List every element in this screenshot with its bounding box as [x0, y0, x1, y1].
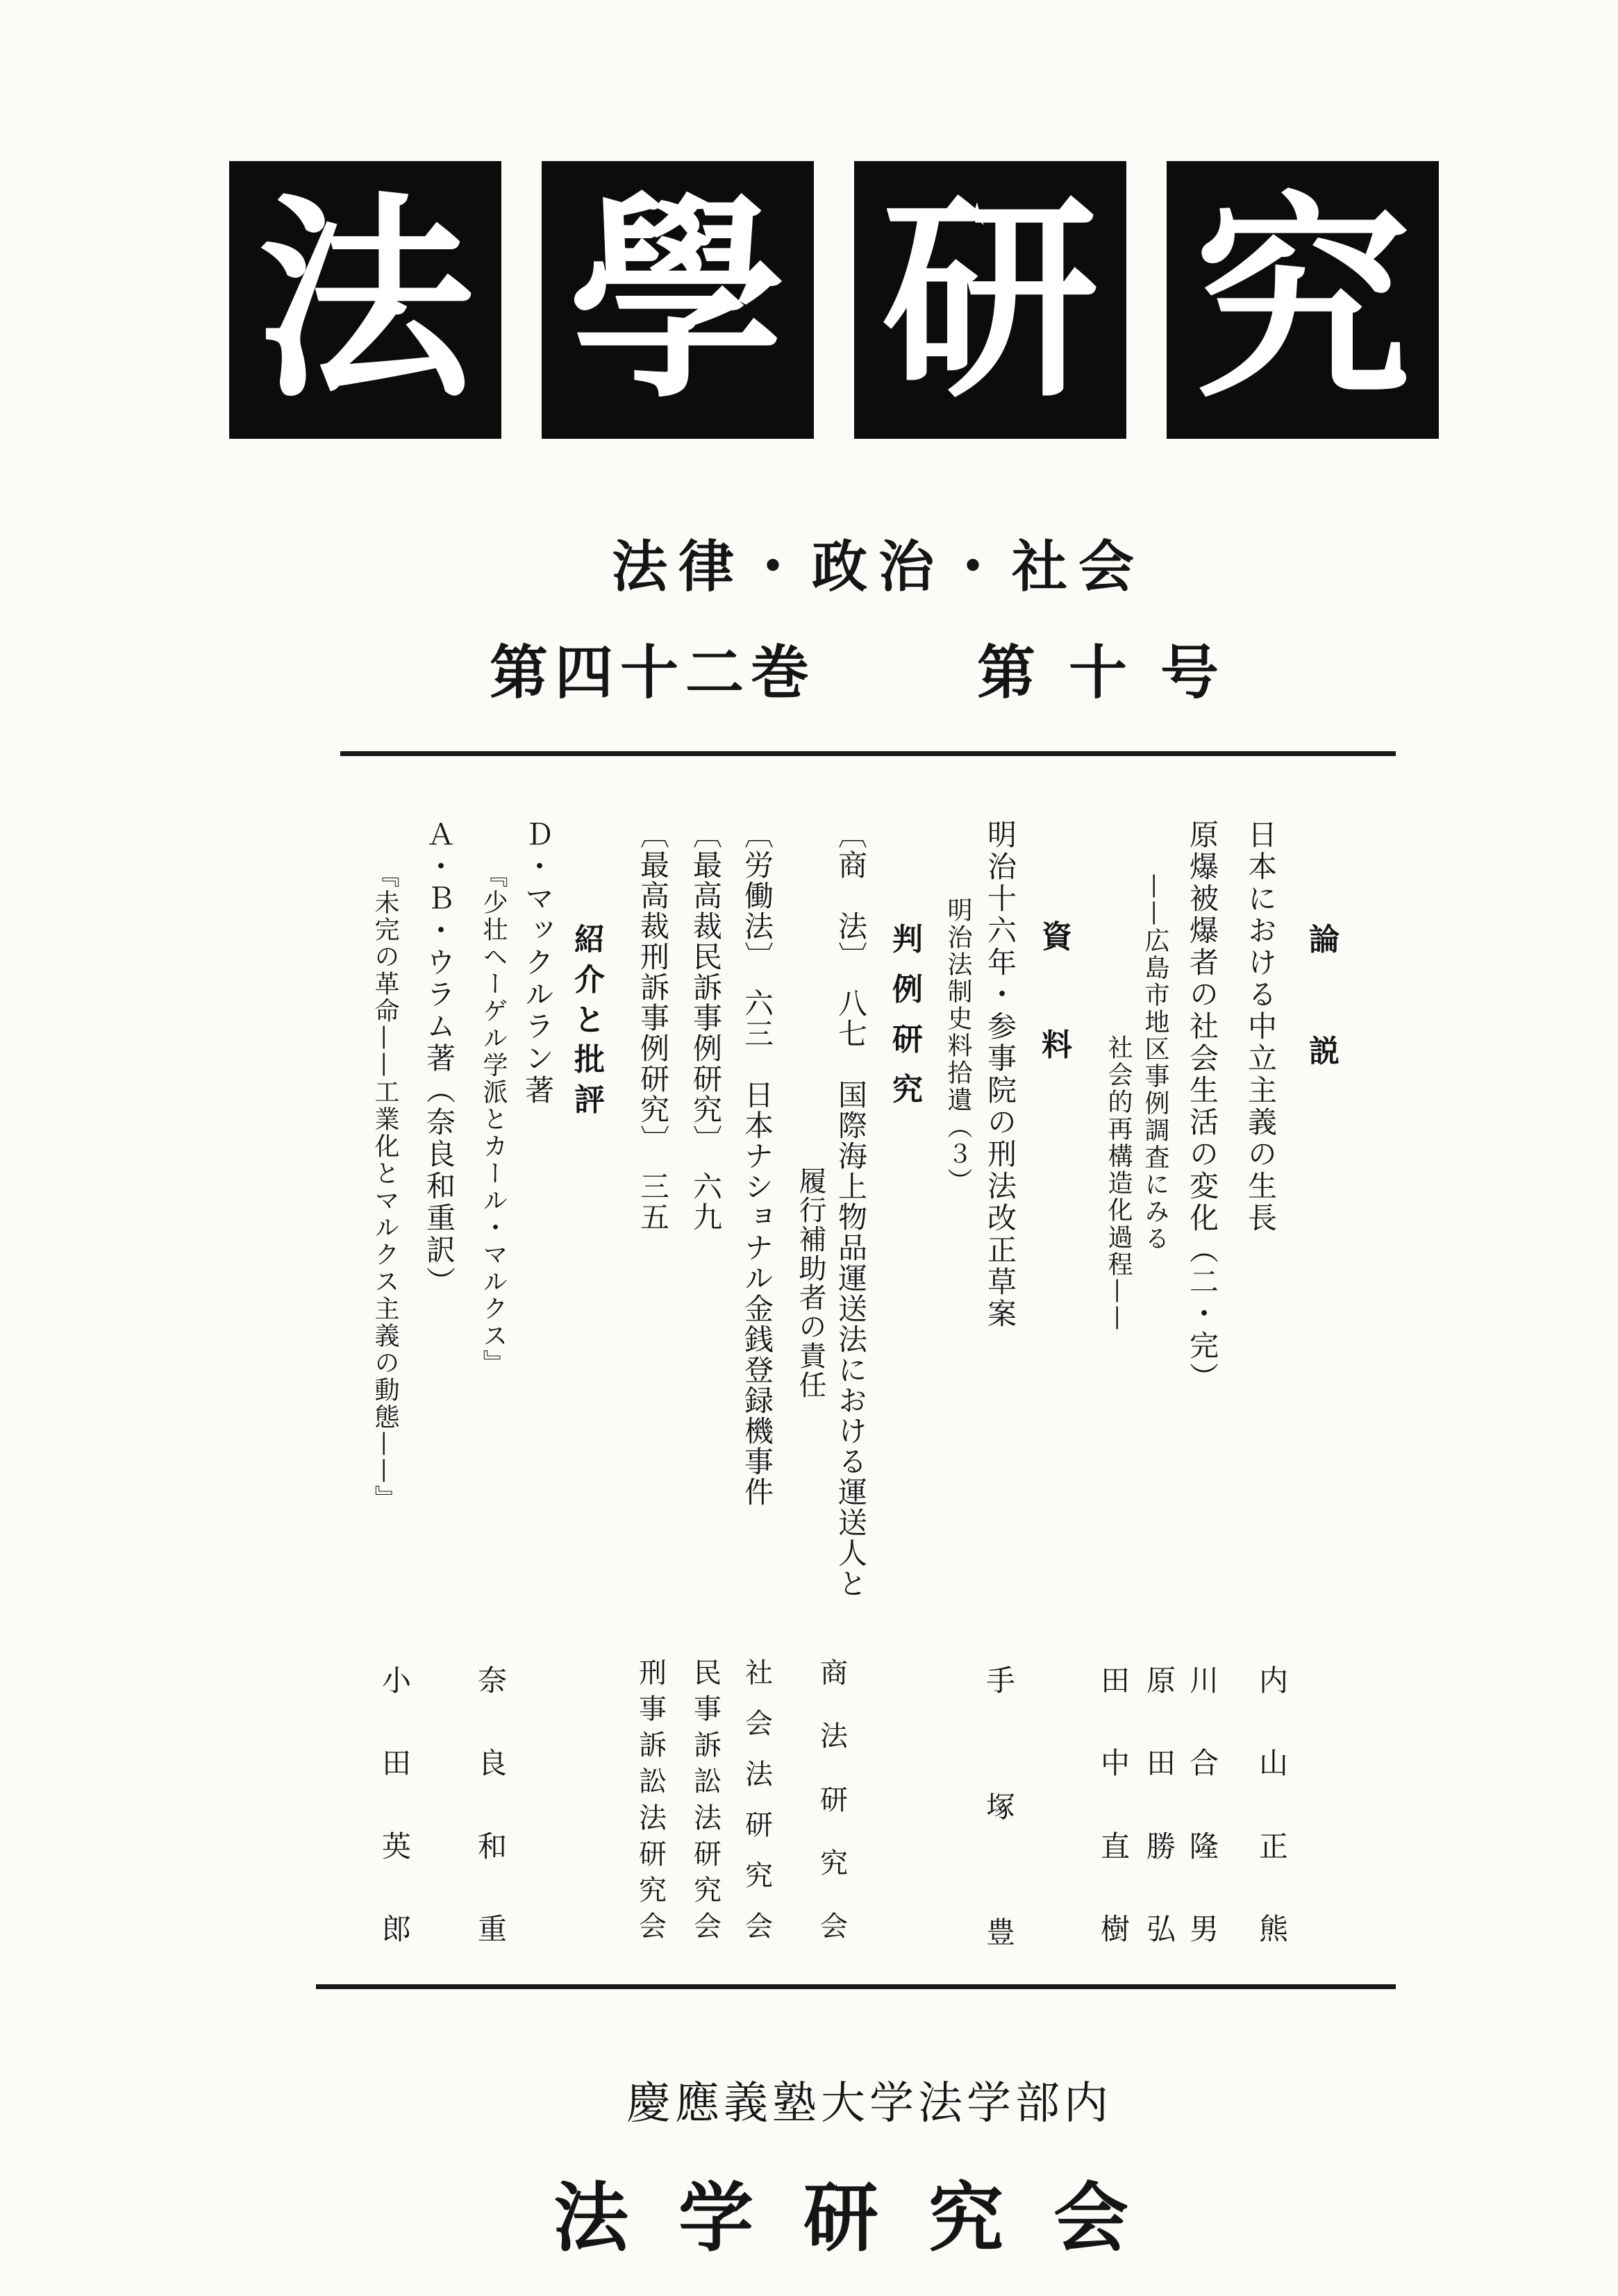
section-header-ronsetsu: 論 説	[1309, 922, 1340, 1069]
author-tanaka-naoki: 田 中 直 樹	[1100, 1664, 1130, 1946]
author-tezuka-yutaka: 手 塚 豊	[985, 1664, 1015, 1950]
author-kawai-takao: 川 合 隆 男	[1189, 1664, 1219, 1946]
masthead-block-1	[229, 161, 501, 439]
toc-rule-top	[340, 751, 1396, 756]
author-uchiyama-masakuma: 内 山 正 熊	[1258, 1664, 1288, 1946]
footer-publisher: 法学研究会	[553, 2175, 1179, 2262]
article-subtitle-hibakusha-line2: 社会的再構造化過程——	[1104, 1034, 1133, 1332]
reviewer-oda-hideo: 小 田 英 郎	[381, 1664, 411, 1946]
section-header-shokai: 紹 介 と 批 評	[574, 922, 605, 1118]
article-subtitle-meiji-draft: 明治法制史料拾遺（３）	[944, 897, 972, 1195]
article-title-hibakusha: 原爆被爆者の社会生活の変化（二・完）	[1185, 819, 1219, 1394]
masthead-char-2: 學	[569, 172, 786, 427]
article-title-meiji-draft: 明治十六年・参事院の刑法改正草案	[983, 819, 1017, 1330]
case-entry-commercial-law: 〔商 法〕 八七 国際海上物品運送法における運送人と	[834, 819, 868, 1599]
author-harada-katsuhiro: 原 田 勝 弘	[1146, 1664, 1176, 1946]
research-group-criminal-procedure: 刑 事 訴 訟 法 研 究 会	[639, 1657, 667, 1943]
book-title-mclellan: 『少壮ヘーゲル学派とカール・マルクス』	[479, 862, 508, 1377]
case-entry-labor-law: 〔労働法〕 六三 日本ナショナル金銭登録機事件	[740, 819, 774, 1507]
journal-subtitle: 法律・政治・社会	[612, 536, 1145, 598]
masthead-block-2	[542, 161, 814, 439]
masthead-char-4: 究	[1194, 172, 1411, 427]
case-entry-commercial-law-continuation: 履行補助者の責任	[794, 1166, 826, 1400]
research-group-civil-procedure: 民 事 訴 訟 法 研 究 会	[694, 1657, 722, 1943]
issue-label: 第十号	[976, 640, 1253, 705]
research-group-social-law: 社 会 法 研 究 会	[745, 1657, 773, 1943]
masthead-block-3	[854, 161, 1126, 439]
volume-label: 第四十二巻	[489, 640, 817, 705]
masthead-block-4	[1167, 161, 1439, 439]
book-byline-ulam: Ａ・Ｂ・ウラム著（奈良和重訳）	[422, 819, 456, 1298]
book-byline-mclellan: Ｄ・マックルラン著	[521, 819, 555, 1107]
research-group-commercial-law: 商 法 研 究 会	[820, 1657, 848, 1943]
case-entry-supreme-court-civil: 〔最高裁民訴事例研究〕 六九	[689, 819, 723, 1232]
section-header-hanrei: 判 例 研 究	[892, 922, 923, 1107]
case-entry-supreme-court-criminal: 〔最高裁刑訴事例研究〕 三五	[636, 819, 670, 1232]
section-header-shiryo: 資 料	[1042, 919, 1072, 1063]
masthead-char-1: 法	[257, 172, 474, 427]
reviewer-nara-kazushige: 奈 良 和 重	[477, 1664, 507, 1946]
article-subtitle-hibakusha-line1: ——広島市地区事例調査にみる	[1141, 873, 1169, 1252]
masthead-char-3: 研	[882, 172, 1099, 427]
article-title-neutralism: 日本における中立主義の生長	[1244, 819, 1278, 1234]
toc-rule-bottom	[316, 1984, 1396, 1989]
footer-affiliation: 慶應義塾大学法学部内	[626, 2078, 1112, 2129]
book-title-ulam: 『未完の革命——工業化とマルクス主義の動態——』	[371, 862, 399, 1512]
